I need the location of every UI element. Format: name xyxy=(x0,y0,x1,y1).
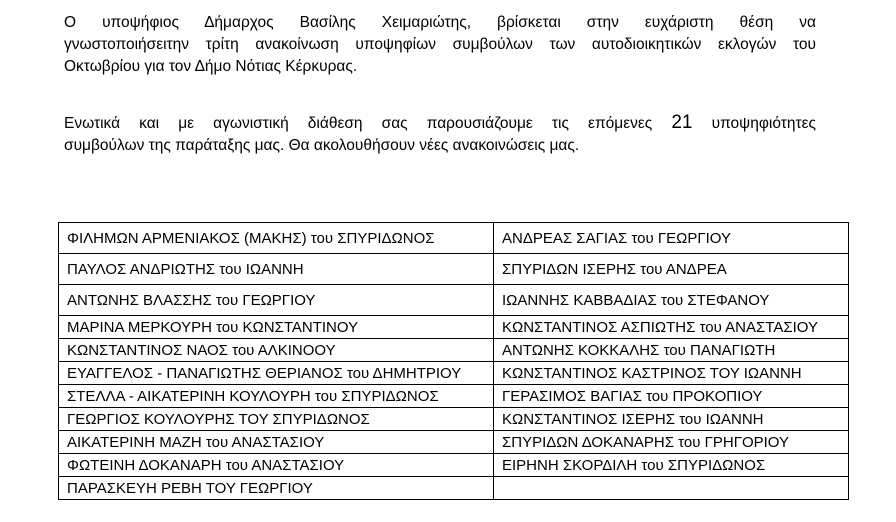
table-row xyxy=(59,431,849,454)
table-row xyxy=(59,385,849,408)
candidate-cell: ΕΥΑΓΓΕΛΟΣ - ΠΑΝΑΓΙΩΤΗΣ ΘΕΡΙΑΝΟΣ του ΔΗΜΗΤΡΙΟΥ xyxy=(59,362,494,385)
candidate-cell: ΓΕΩΡΓΙΟΣ ΚΟΥΛΟΥΡΗΣ ΤΟΥ ΣΠΥΡΙΔΩΝΟΣ xyxy=(59,408,494,431)
candidate-cell: ΕΙΡΗΝΗ ΣΚΟΡΔΙΛΗ του ΣΠΥΡΙΔΩΝΟΣ xyxy=(494,454,849,477)
candidate-cell: ΣΠΥΡΙΔΩΝ ΔΟΚΑΝΑΡΗΣ του ΓΡΗΓΟΡΙΟΥ xyxy=(494,431,849,454)
candidate-count: 21 xyxy=(671,112,693,133)
candidate-cell: ΓΕΡΑΣΙΜΟΣ ΒΑΓΙΑΣ του ΠΡΟΚΟΠΙΟΥ xyxy=(494,385,849,408)
candidate-cell: ΑΝΔΡΕΑΣ ΣΑΓΙΑΣ του ΓΕΩΡΓΙΟΥ xyxy=(494,223,849,254)
intro-line-2: γνωστοποιήσειτην τρίτη ανακοίνωση υποψηφίων συμβούλων των αυτοδιοικητικών εκλογών του xyxy=(64,36,816,53)
candidate-cell: ΠΑΡΑΣΚΕΥΗ ΡΕΒΗ ΤΟΥ ΓΕΩΡΓΙΟΥ xyxy=(59,477,494,500)
candidate-cell: ΦΩΤΕΙΝΗ ΔΟΚΑΝΑΡΗ του ΑΝΑΣΤΑΣΙΟΥ xyxy=(59,454,494,477)
candidate-cell: ΣΠΥΡΙΔΩΝ ΙΣΕΡΗΣ του ΑΝΔΡΕΑ xyxy=(494,254,849,285)
candidate-cell: ΑΝΤΩΝΗΣ ΚΟΚΚΑΛΗΣ του ΠΑΝΑΓΙΩΤΗ xyxy=(494,339,849,362)
candidate-cell: ΑΝΤΩΝΗΣ ΒΛΑΣΣΗΣ του ΓΕΩΡΓΙΟΥ xyxy=(59,285,494,316)
candidate-cell: ΚΩΝΣΤΑΝΤΙΝΟΣ ΑΣΠΙΩΤΗΣ του ΑΝΑΣΤΑΣΙΟΥ xyxy=(494,316,849,339)
candidate-cell-empty xyxy=(494,477,849,500)
candidate-cell: ΚΩΝΣΤΑΝΤΙΝΟΣ ΙΣΕΡΗΣ του ΙΩΑΝΝΗ xyxy=(494,408,849,431)
candidate-cell: ΚΩΝΣΤΑΝΤΙΝΟΣ ΚΑΣΤΡΙΝΟΣ ΤΟΥ ΙΩΑΝΝΗ xyxy=(494,362,849,385)
announcement-line-2: συμβούλων της παράταξης μας. Θα ακολουθήσουν νέες ανακοινώσεις μας. xyxy=(64,137,580,154)
table-row xyxy=(59,223,849,254)
candidate-cell: ΠΑΥΛΟΣ ΑΝΔΡΙΩΤΗΣ του ΙΩΑΝΝΗ xyxy=(59,254,494,285)
intro-paragraph xyxy=(64,12,816,78)
candidate-cell: ΣΤΕΛΛΑ - ΑΙΚΑΤΕΡΙΝΗ ΚΟΥΛΟΥΡΗ του ΣΠΥΡΙΔΩΝΟΣ xyxy=(59,385,494,408)
candidates-table xyxy=(58,222,849,500)
table-row xyxy=(59,408,849,431)
candidate-cell: ΜΑΡΙΝΑ ΜΕΡΚΟΥΡΗ του ΚΩΝΣΤΑΝΤΙΝΟΥ xyxy=(59,316,494,339)
candidate-cell: ΙΩΑΝΝΗΣ ΚΑΒΒΑΔΙΑΣ του ΣΤΕΦΑΝΟΥ xyxy=(494,285,849,316)
table-row xyxy=(59,285,849,316)
intro-line-1: Ο υποψήφιος Δήμαρχος Βασίλης Χειμαριώτης, βρίσκεται στην ευχάριστη θέση να xyxy=(64,14,816,31)
candidate-cell: ΚΩΝΣΤΑΝΤΙΝΟΣ ΝΑΟΣ του ΑΛΚΙΝΟΟΥ xyxy=(59,339,494,362)
announcement-line-1-after: υποψηφιότητες xyxy=(711,115,816,132)
table-row xyxy=(59,254,849,285)
candidate-cell: ΑΙΚΑΤΕΡΙΝΗ ΜΑΖΗ του ΑΝΑΣΤΑΣΙΟΥ xyxy=(59,431,494,454)
announcement-line-1-before: Ενωτικά και με αγωνιστική διάθεση σας παρουσιάζουμε τις επόμενες xyxy=(64,115,653,132)
intro-line-3: Οκτωβρίου για τον Δήμο Νότιας Κέρκυρας. xyxy=(64,58,358,75)
table-row xyxy=(59,316,849,339)
table-row xyxy=(59,454,849,477)
table-row xyxy=(59,339,849,362)
announcement-line-1 xyxy=(64,112,816,135)
table-row xyxy=(59,477,849,500)
candidate-cell: ΦΙΛΗΜΩΝ ΑΡΜΕΝΙΑΚΟΣ (ΜΑΚΗΣ) του ΣΠΥΡΙΔΩΝΟΣ xyxy=(59,223,494,254)
announcement-paragraph xyxy=(64,112,816,157)
table-row xyxy=(59,362,849,385)
